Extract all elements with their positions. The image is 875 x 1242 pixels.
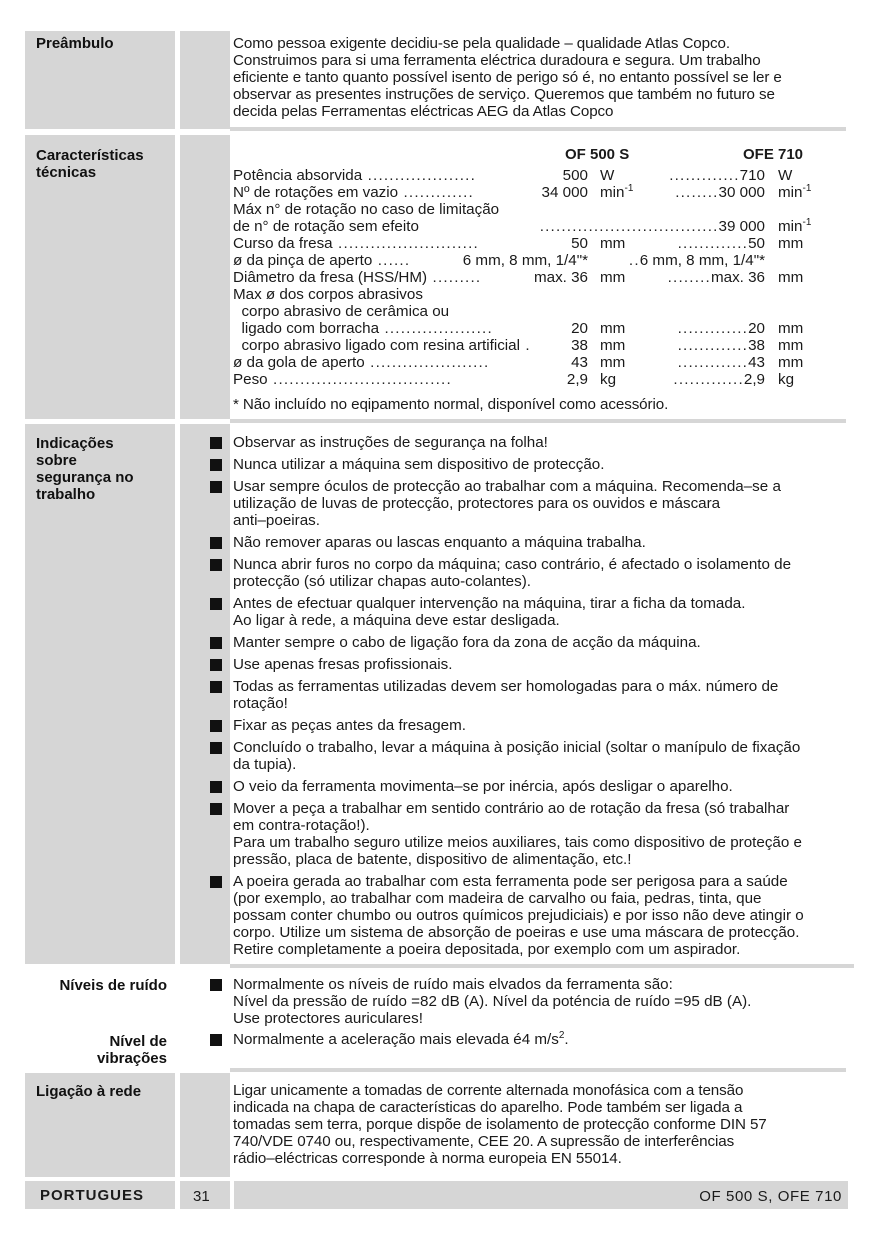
spec-dots: ........ [675, 184, 719, 201]
spec-unit-2: mm [778, 235, 804, 252]
vibration-label-line: vibrações [96, 1050, 167, 1067]
preamble-line: observar as presentes instruções de serviço. Queremos que também no futuro se [233, 86, 775, 103]
spec-dots: ............. [673, 371, 744, 388]
spec-dots: ............. [677, 235, 749, 252]
list-item: Concluído o trabalho, levar a máquina à posição inicial (soltar o manípulo de fixação da tupia). [210, 739, 850, 773]
spec-row-label: ø da pinça de aperto [233, 252, 373, 269]
spec-unit-2: W [778, 167, 793, 184]
spec-row-label: Curso da fresa [233, 235, 333, 252]
spec-row-label: Nº de rotações em vazio [233, 184, 399, 201]
spec-unit-1: kg [600, 371, 617, 388]
vibration-text: Normalmente a aceleração mais elevada é4 m/s [233, 1031, 559, 1048]
vibration-tail: . [564, 1031, 569, 1048]
spec-model-2: OFE 710 [743, 146, 804, 163]
bullet-square-icon [210, 437, 222, 449]
spec-value-2: 30 000 [718, 184, 765, 201]
spec-dots: .................... [362, 167, 476, 184]
specs-label-line: técnicas [36, 164, 97, 181]
spec-row-label: Máx n° de rotação no caso de limitação [233, 201, 500, 218]
list-item [210, 1031, 850, 1048]
spec-row [233, 167, 833, 184]
spec-unit-1: mm [600, 269, 626, 286]
spec-row-label: corpo abrasivo de cerâmica ou [233, 303, 450, 320]
spec-dots: ............. [669, 167, 740, 184]
spec-row [233, 320, 833, 337]
spec-row [233, 371, 833, 388]
spec-unit-1-exp: -1 [624, 183, 634, 194]
spec-unit-2: mm [778, 337, 804, 354]
band-safety-rule [230, 964, 854, 968]
preamble-label: Preâmbulo [36, 35, 114, 52]
mains-text [233, 1082, 853, 1167]
spec-value-2: 710 [739, 167, 765, 184]
spec-value-1: 50 [571, 235, 588, 252]
bullet-square-icon [210, 979, 222, 991]
band-preamble-rule [230, 127, 846, 131]
spec-dots: ......... [427, 269, 482, 286]
list-item: Mover a peça a trabalhar em sentido contrário ao de rotação da fresa (só trabalhar em contra-rotação!). Para um trabalho seguro utilize meios auxiliares, tais como dispositivo de proteção e pressão, placa de batente, dispositivo de alimentação, etc.! [210, 800, 850, 868]
list-item: O veio da ferramenta movimenta–se por inércia, após desligar o aparelho. [210, 778, 850, 795]
spec-row [233, 303, 833, 320]
spec-dots: ............. [677, 354, 749, 371]
spec-unit-1: mm [600, 354, 626, 371]
vibration-label [36, 1033, 167, 1067]
spec-row-label: de n° de rotação sem efeito [233, 218, 419, 235]
preamble-line: Como pessoa exigente decidiu-se pela qualidade – qualidade Atlas Copco. [233, 35, 730, 52]
spec-unit-2: mm [778, 269, 804, 286]
spec-dots: ............. [398, 184, 474, 201]
noise-label: Níveis de ruído [59, 977, 167, 994]
spec-value-1: 43 [571, 354, 588, 371]
spec-row-label: Potência absorvida [233, 167, 363, 184]
spec-value-1: max. 36 [533, 269, 588, 286]
spec-value-2: 43 [748, 354, 765, 371]
bullet-square-icon [210, 459, 222, 471]
bullet-square-icon [210, 481, 222, 493]
specs-label [36, 147, 144, 181]
spec-row [233, 252, 833, 269]
vibration-list [210, 1031, 850, 1053]
spec-unit-2: kg [778, 371, 795, 388]
spec-value-1: 38 [571, 337, 588, 354]
preamble-line: Construimos para si uma ferramenta eléctrica duradoura e segura. Um trabalho [233, 52, 761, 69]
spec-dots: ............. [677, 337, 749, 354]
bullet-square-icon [210, 659, 222, 671]
spec-row [233, 218, 833, 235]
band-specs-gutter [180, 135, 230, 419]
bullet-square-icon [210, 537, 222, 549]
band-mains-gutter [180, 1073, 230, 1177]
bullet-square-icon [210, 637, 222, 649]
list-item: Observar as instruções de segurança na folha! [210, 434, 850, 451]
spec-value-1: 6 mm, 8 mm, 1/4"* [462, 252, 588, 269]
spec-model-1: OF 500 S [565, 146, 630, 163]
spec-dots: ............. [677, 320, 749, 337]
spec-unit-1: mm [600, 320, 626, 337]
band-specs-rule [230, 419, 846, 423]
preamble-text [233, 35, 853, 120]
spec-value-2: 39 000 [718, 218, 765, 235]
list-item: Não remover aparas ou lascas enquanto a máquina trabalha. [210, 534, 850, 551]
spec-unit-2: mm [778, 320, 804, 337]
list-item: Use apenas fresas profissionais. [210, 656, 850, 673]
preamble-line: decida pelas Ferramentas eléctricas AEG da Atlas Copco [233, 103, 614, 120]
safety-list [210, 434, 850, 963]
list-item: Fixar as peças antes da fresagem. [210, 717, 850, 734]
spec-row [233, 354, 833, 371]
spec-unit-2: min [778, 218, 803, 235]
spec-value-1: 20 [571, 320, 588, 337]
spec-dots: .......................... [332, 235, 479, 252]
safety-label-line: sobre [36, 452, 77, 469]
vibration-label-line: Nível de [109, 1033, 167, 1050]
footer-language: PORTUGUES [40, 1187, 145, 1204]
safety-label-line: segurança no [36, 469, 134, 486]
spec-row [233, 286, 833, 303]
spec-dots: .. [628, 252, 640, 269]
spec-unit-1: min [600, 184, 625, 201]
spec-dots: ........ [667, 269, 711, 286]
bullet-square-icon [210, 720, 222, 732]
mains-line: indicada na chapa de características do aparelho. Pode também ser ligada a [233, 1099, 743, 1116]
spec-row-label: ø da gola de aperto [233, 354, 365, 371]
list-item: Todas as ferramentas utilizadas devem ser homologadas para o máx. número de rotação! [210, 678, 850, 712]
spec-value-1: 500 [562, 167, 588, 184]
mains-line: rádio–eléctricas corresponde à norma europeia EN 55014. [233, 1150, 622, 1167]
mains-label: Ligação à rede [36, 1083, 142, 1100]
spec-unit-2: mm [778, 354, 804, 371]
spec-dots: ................................. [267, 371, 452, 388]
spec-row [233, 201, 833, 218]
bullet-square-icon [210, 742, 222, 754]
spec-dots: ...................... [364, 354, 490, 371]
spec-row [233, 269, 833, 286]
band-safety-label [25, 424, 175, 964]
safety-label-line: Indicações [36, 435, 114, 452]
spec-row-label: ligado com borracha [233, 320, 380, 337]
spec-value-2: max. 36 [710, 269, 765, 286]
noise-list [210, 976, 850, 1032]
spec-value-2: 2,9 [743, 371, 765, 388]
bullet-square-icon [210, 559, 222, 571]
vibration-exp: 2 [558, 1030, 565, 1041]
mains-line: tomadas sem terra, porque dispõe de isolamento de protecção conforme DIN 57 [233, 1116, 767, 1133]
spec-unit-2: min [778, 184, 803, 201]
spec-dots: ................................. [539, 218, 719, 235]
bullet-square-icon [210, 876, 222, 888]
list-item: Manter sempre o cabo de ligação fora da zona de acção da máquina. [210, 634, 850, 651]
spec-row-label: Diâmetro da fresa (HSS/HM) [233, 269, 428, 286]
safety-label-line: trabalho [36, 486, 96, 503]
spec-value-1: 34 000 [541, 184, 588, 201]
footer-models: OF 500 S, OFE 710 [699, 1188, 842, 1205]
list-item: A poeira gerada ao trabalhar com esta ferramenta pode ser perigosa para a saúde (por exemplo, ao trabalhar com madeira de carvalho ou faia, pedras, tinta, que possam conter chumbo ou outros químicos prejudiciais) e por isso não deve atingir o corpo. Utilize um sistema de absorção de poeiras e use uma máscara de protecção. Retire completamente a poeira depositada, por exemplo com um aspirador. [210, 873, 850, 958]
preamble-line: eficiente e tanto quanto possível isento de perigo só é, no entanto possível se ler e [233, 69, 782, 86]
spec-value-2: 50 [748, 235, 765, 252]
bullet-square-icon [210, 681, 222, 693]
spec-note: * Não incluído no eqipamento normal, disponível como acessório. [233, 396, 669, 413]
spec-dots: . [520, 337, 531, 354]
spec-row-label: Max ø dos corpos abrasivos [233, 286, 423, 303]
list-item: Normalmente os níveis de ruído mais elvados da ferramenta são: Nível da pressão de ruído =82 dB (A). Nível da poténcia de ruído =95 dB (A). Use protectores auriculares! [210, 976, 850, 1027]
band-mains-rule [230, 1068, 846, 1072]
mains-line: Ligar unicamente a tomadas de corrente alternada monofásica com a tensão [233, 1082, 744, 1099]
spec-unit-1: mm [600, 235, 626, 252]
spec-value-2: 38 [748, 337, 765, 354]
spec-dots: .................... [379, 320, 493, 337]
bullet-square-icon [210, 598, 222, 610]
mains-line: 740/VDE 0740 ou, respectivamente, CEE 20. A supressão de interferências [233, 1133, 735, 1150]
spec-dots: ...... [372, 252, 411, 269]
safety-label [36, 435, 134, 503]
spec-value-2: 20 [748, 320, 765, 337]
list-item: Nunca utilizar a máquina sem dispositivo de protecção. [210, 456, 850, 473]
spec-row [233, 337, 833, 354]
spec-unit-2-exp: -1 [802, 183, 812, 194]
list-item: Nunca abrir furos no corpo da máquina; caso contrário, é afectado o isolamento de protecção (só utilizar chapas auto-colantes). [210, 556, 850, 590]
band-preamble-gutter [180, 31, 230, 129]
spec-unit-1: mm [600, 337, 626, 354]
bullet-square-icon [210, 781, 222, 793]
list-item: Antes de efectuar qualquer intervenção na máquina, tirar a ficha da tomada. Ao ligar à rede, a máquina deve estar desligada. [210, 595, 850, 629]
spec-row [233, 235, 833, 252]
bullet-square-icon [210, 803, 222, 815]
spec-row [233, 184, 833, 201]
page-number: 31 [193, 1188, 210, 1205]
spec-value-2: 6 mm, 8 mm, 1/4"* [639, 252, 765, 269]
spec-unit-2-exp: -1 [802, 217, 812, 228]
spec-value-1: 2,9 [566, 371, 588, 388]
spec-row-label: corpo abrasivo ligado com resina artificial [233, 337, 521, 354]
bullet-square-icon [210, 1034, 222, 1046]
spec-table [233, 167, 833, 388]
spec-row-label: Peso [233, 371, 268, 388]
specs-label-line: Características [36, 147, 144, 164]
spec-unit-1: W [600, 167, 615, 184]
list-item: Usar sempre óculos de protecção ao trabalhar com a máquina. Recomenda–se a utilização de luvas de protecção, protectores para os ouvidos e máscara anti–poeiras. [210, 478, 850, 529]
